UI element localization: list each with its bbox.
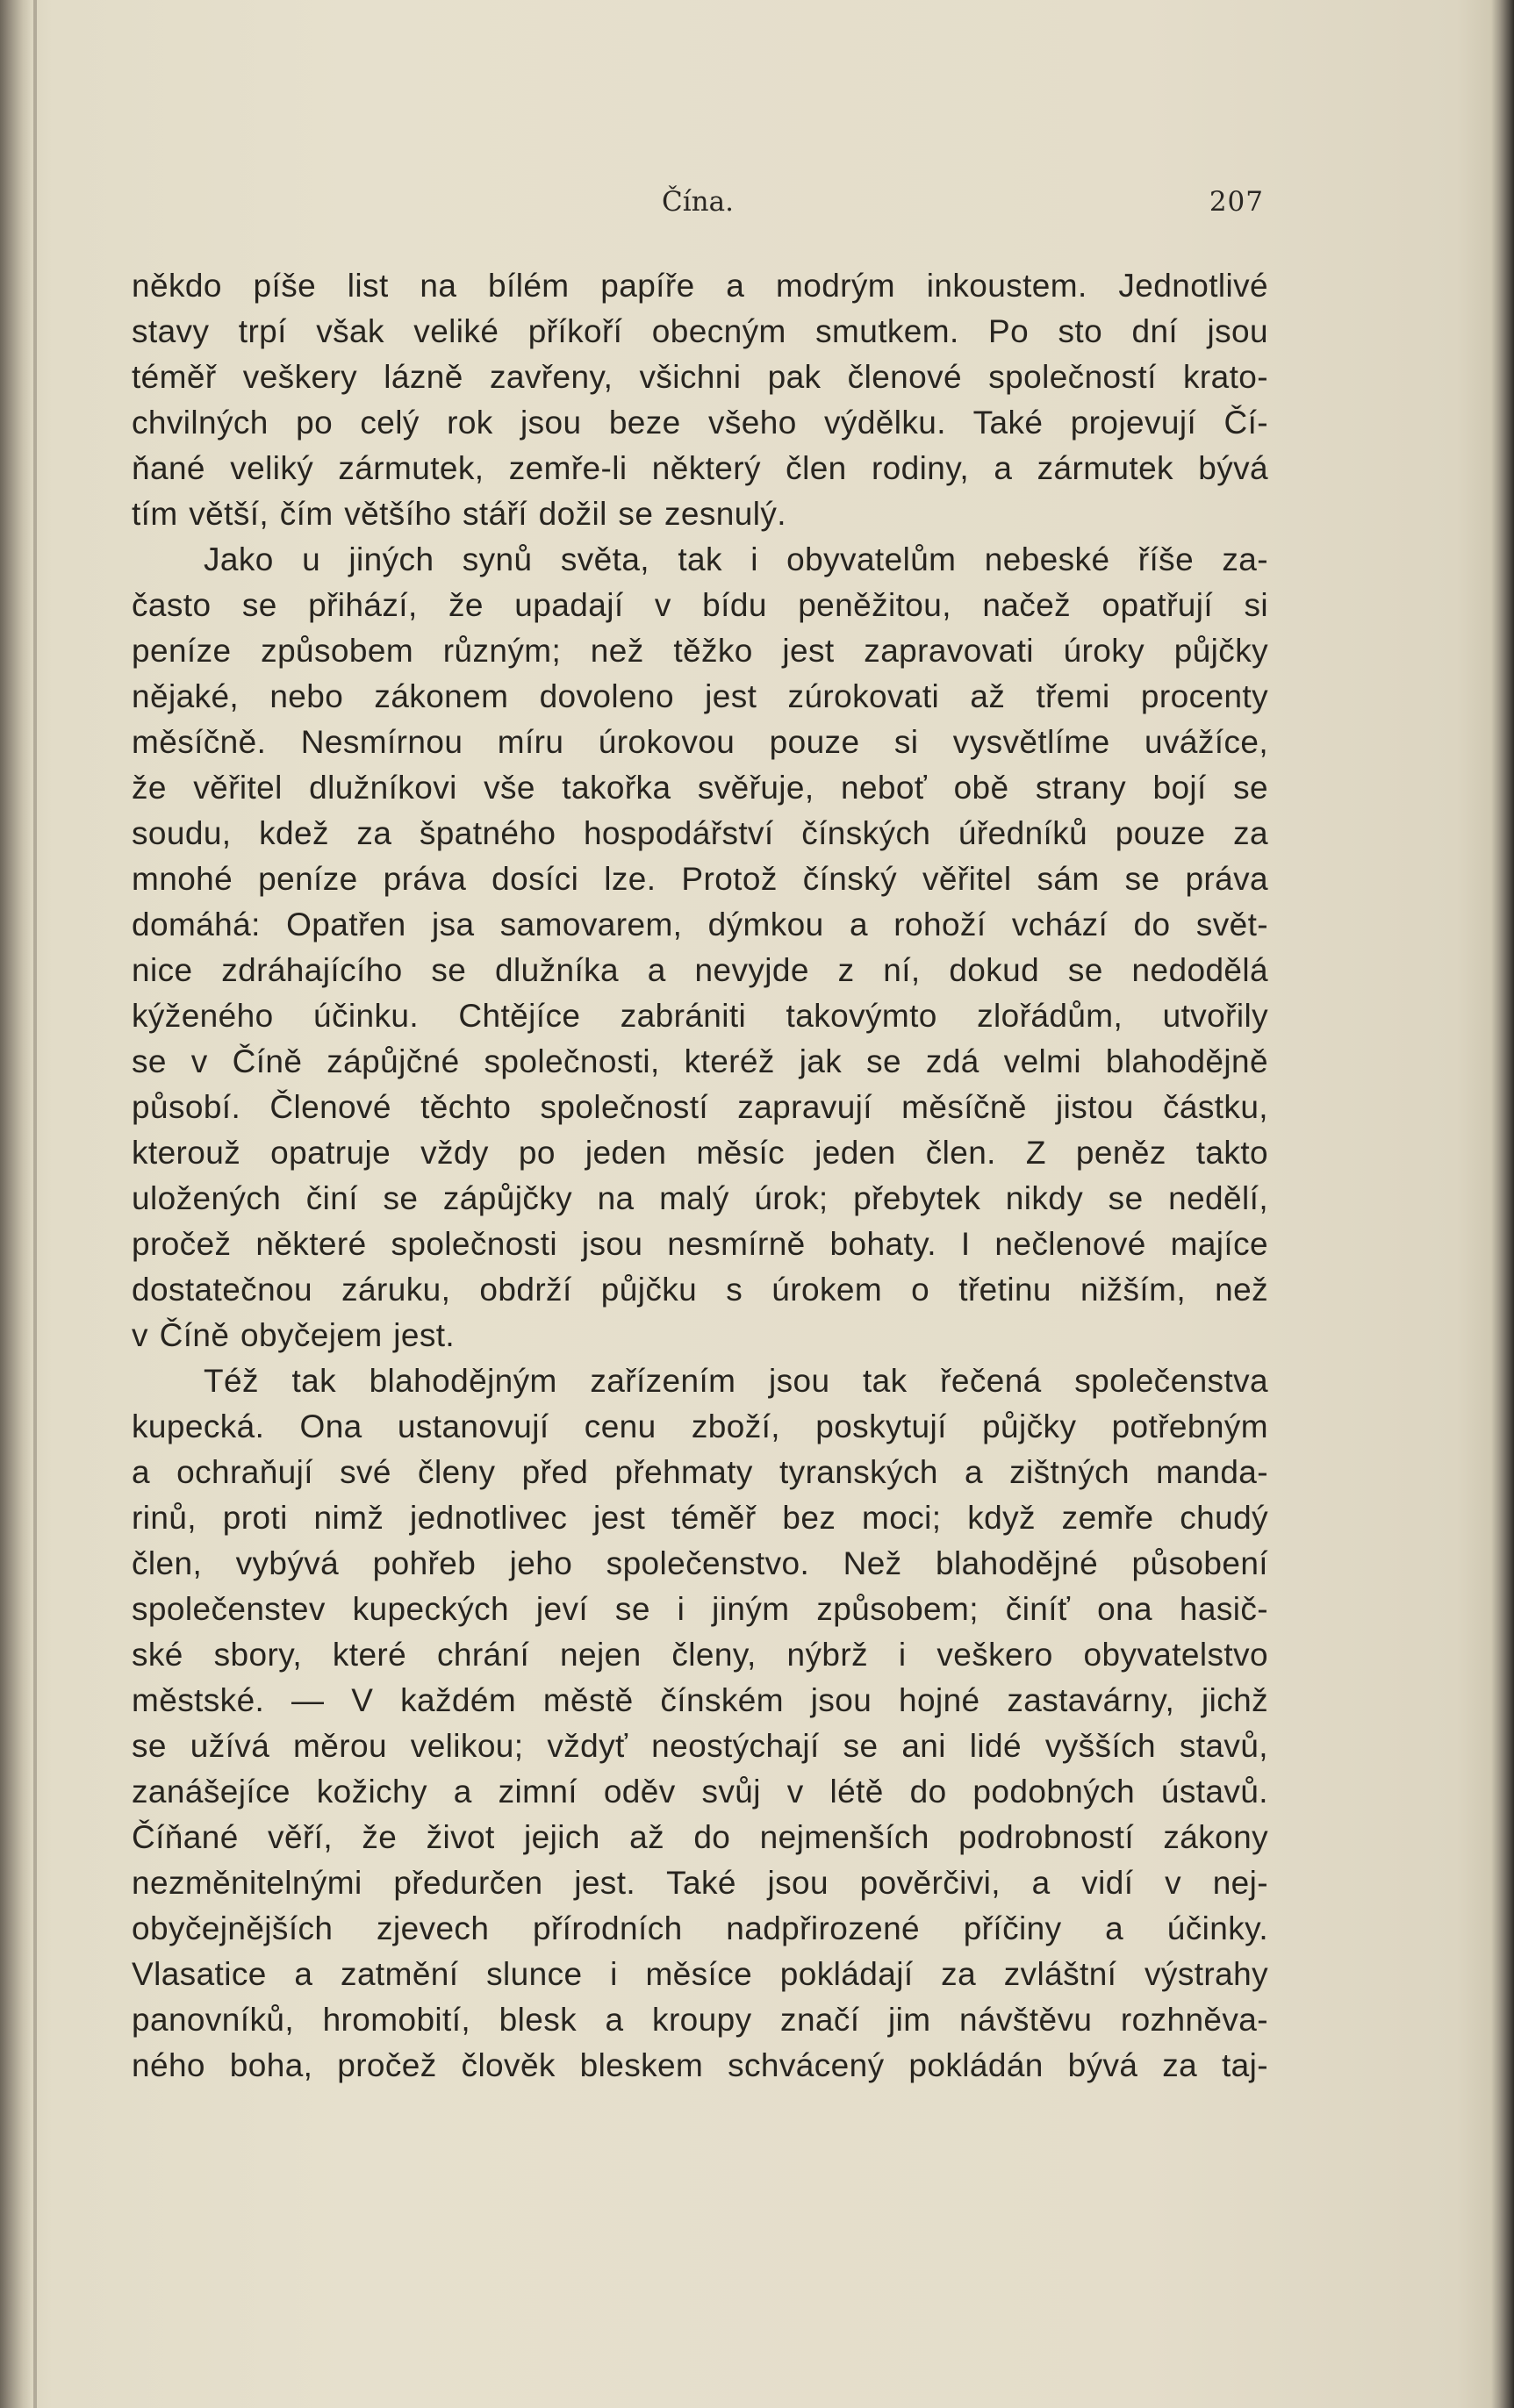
text-line: mnohé peníze práva dosíci lze. Protož čínský věřitel sám se práva <box>132 861 1268 897</box>
text-line: panovníků, hromobití, blesk a kroupy značí jim návštěvu rozhněva- <box>132 2002 1268 2038</box>
text-line: pročež některé společnosti jsou nesmírně bohaty. I nečlenové majíce <box>132 1226 1268 1262</box>
text-line: že věřitel dlužníkovi vše takořka svěřuje, neboť obě strany bojí se <box>132 770 1268 806</box>
text-line: společenstev kupeckých jeví se i jiným způsobem; činíť ona hasič- <box>132 1591 1268 1627</box>
text-line: uložených činí se zápůjčky na malý úrok; přebytek nikdy se nedělí, <box>132 1180 1268 1216</box>
body-text <box>132 263 1268 2089</box>
text-line: někdo píše list na bílém papíře a modrým inkoustem. Jednotlivé <box>132 268 1268 304</box>
text-line: člen, vybývá pohřeb jeho společenstvo. Než blahodějné působení <box>132 1545 1268 1581</box>
text-line: kýženého účinku. Chtějíce zabrániti takovýmto zlořádům, utvořily <box>132 998 1268 1034</box>
text-line: kupecká. Ona ustanovují cenu zboží, poskytují půjčky potřebným <box>132 1408 1268 1444</box>
page-number: 207 <box>1209 186 1264 218</box>
text-line: soudu, kdež za špatného hospodářství čínských úředníků pouze za <box>132 815 1268 851</box>
text-line: nice zdráhajícího se dlužníka a nevyjde z ní, dokud se nedodělá <box>132 952 1268 988</box>
text-line: chvilných po celý rok jsou beze všeho výdělku. Také projevují Čí- <box>132 405 1268 441</box>
binding-shadow <box>0 0 32 2408</box>
running-head-title: Čína. <box>662 186 734 218</box>
text-line: dostatečnou záruku, obdrží půjčku s úrokem o třetinu nižším, než <box>132 1272 1268 1308</box>
text-line: působí. Členové těchto společností zapravují měsíčně jistou částku, <box>132 1089 1268 1125</box>
text-line: se v Číně zápůjčné společnosti, kteréž jak se zdá velmi blahodějně <box>132 1043 1268 1079</box>
gutter-line <box>33 0 37 2408</box>
text-line: peníze způsobem různým; než těžko jest zapravovati úroky půjčky <box>132 633 1268 669</box>
text-line: se užívá měrou velikou; vždyť neostýchají se ani lidé vyšších stavů, <box>132 1728 1268 1764</box>
text-line: ské sbory, které chrání nejen členy, nýbrž i veškero obyvatelstvo <box>132 1637 1268 1673</box>
text-line: Též tak blahodějným zařízením jsou tak řečená společenstva <box>204 1363 1268 1399</box>
text-line: zanášejíce kožichy a zimní oděv svůj v létě do podobných ústavů. <box>132 1774 1268 1810</box>
page-edge-shadow <box>1491 0 1514 2408</box>
text-line: městské. — V každém městě čínském jsou hojné zastavárny, jichž <box>132 1682 1268 1718</box>
text-line: téměř veškery lázně zavřeny, všichni pak členové společností krato- <box>132 359 1268 395</box>
text-line: rinů, proti nimž jednotlivec jest téměř bez moci; když zemře chudý <box>132 1500 1268 1536</box>
text-line: domáhá: Opatřen jsa samovarem, dýmkou a rohoží vchází do svět- <box>132 907 1268 942</box>
text-line: ného boha, pročež člověk bleskem schvácený pokládán bývá za taj- <box>132 2047 1268 2083</box>
running-head <box>132 186 1264 221</box>
text-line: stavy trpí však veliké příkoří obecným smutkem. Po sto dní jsou <box>132 313 1268 349</box>
text-line: v Číně obyčejem jest. <box>132 1317 456 1353</box>
text-line: Číňané věří, že život jejich až do nejmenších podrobností zákony <box>132 1819 1268 1855</box>
text-line: a ochraňují své členy před přehmaty tyranských a zištných manda- <box>132 1454 1268 1490</box>
text-line: kterouž opatruje vždy po jeden měsíc jeden člen. Z peněz takto <box>132 1135 1268 1171</box>
text-line: ňané veliký zármutek, zemře-li některý člen rodiny, a zármutek bývá <box>132 450 1268 486</box>
text-line: obyčejnějších zjevech přírodních nadpřirozené příčiny a účinky. <box>132 1910 1268 1946</box>
text-line: nějaké, nebo zákonem dovoleno jest zúrokovati až třemi procenty <box>132 678 1268 714</box>
text-line: Vlasatice a zatmění slunce i měsíce pokládají za zvláštní výstrahy <box>132 1956 1268 1992</box>
text-line: Jako u jiných synů světa, tak i obyvatelům nebeské říše za- <box>204 541 1268 577</box>
text-line: tím větší, čím většího stáří dožil se zesnulý. <box>132 496 786 532</box>
text-line: často se přihází, že upadají v bídu peněžitou, načež opatřují si <box>132 587 1268 623</box>
text-line: nezměnitelnými předurčen jest. Také jsou pověrčivi, a vidí v nej- <box>132 1865 1268 1901</box>
text-line: měsíčně. Nesmírnou míru úrokovou pouze si vysvětlíme uvážíce, <box>132 724 1268 760</box>
